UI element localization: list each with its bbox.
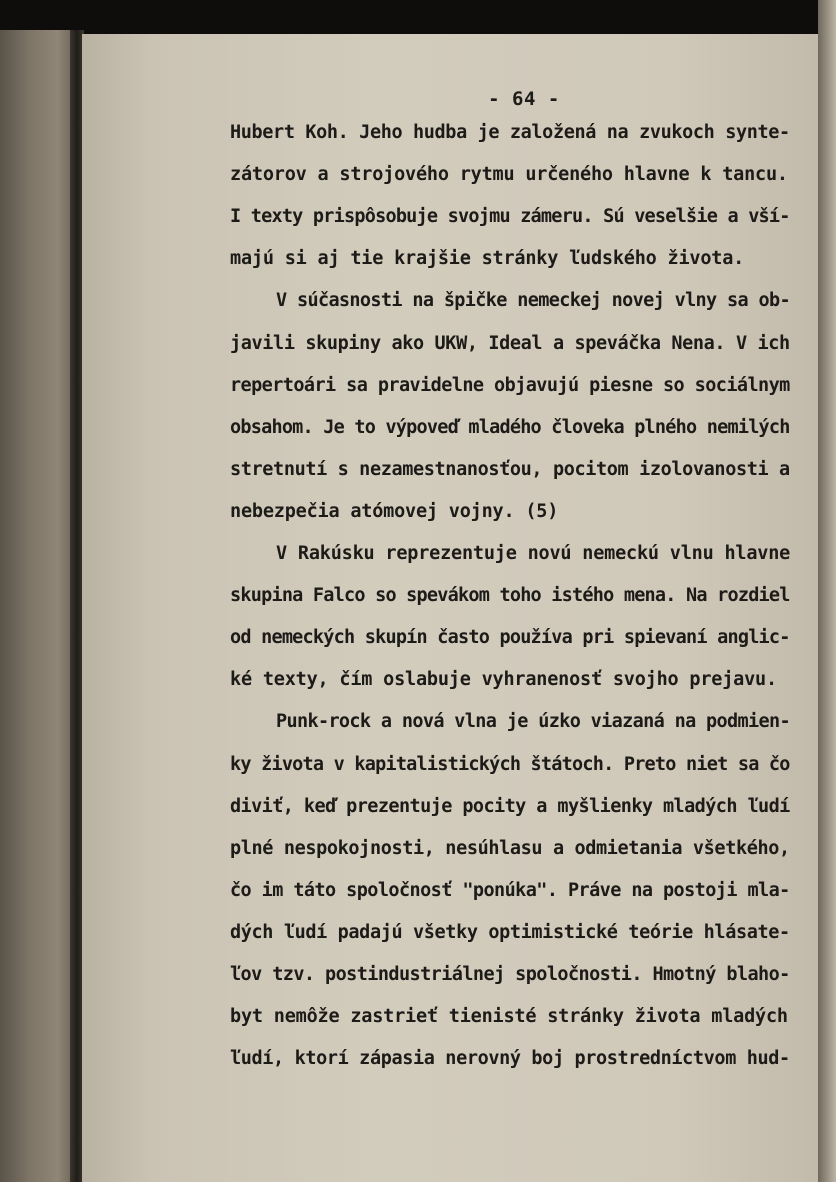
text-line: I texty prispôsobuje svojmu zámeru. Sú veselšie a vší- [230, 206, 790, 228]
scan-top-shadow [0, 0, 836, 36]
text-line: nebezpečia atómovej vojny. (5) [230, 500, 559, 522]
text-line: majú si aj tie krajšie stránky ľudského života. [230, 248, 745, 270]
text-line: zátorov a strojového rytmu určeného hlavne k tancu. [230, 164, 788, 186]
text-line: repertoári sa pravidelne objavujú piesne so sociálnym [230, 374, 790, 396]
text-line: Hubert Koh. Jeho hudba je založená na zvukoch synte- [230, 122, 790, 143]
text-line: stretnutí s nezamestnanosťou, pocitom izolovanosti a [230, 458, 790, 480]
text-line: V súčasnosti na špičke nemeckej novej vlny sa ob- [276, 290, 790, 312]
text-line: obsahom. Je to výpoveď mladého človeka plného nemilých [230, 416, 790, 438]
text-line: ľov tzv. postindustriálnej spoločnosti. Hmotný blaho- [230, 964, 790, 985]
text-line: V Rakúsku reprezentuje novú nemeckú vlnu hlavne [276, 543, 791, 564]
text-line: od nemeckých skupín často používa pri spievaní anglic- [230, 627, 790, 649]
text-line: skupina Falco so spevákom toho istého mena. Na rozdiel [230, 585, 790, 607]
page-right-edge [818, 0, 836, 1182]
page-number: - 64 - [488, 88, 560, 110]
text-line: ké texty, čím oslabuje vyhranenosť svojho prejavu. [230, 669, 777, 691]
text-line: diviť, keď prezentuje pocity a myšlienky mladých ľudí [230, 795, 790, 817]
text-line: plné nespokojnosti, nesúhlasu a odmietania všetkého, [230, 837, 790, 859]
text-line: Punk-rock a nová vlna je úzko viazaná na podmien- [276, 711, 790, 733]
text-line: javili skupiny ako UKW, Ideal a speváčka Nena. V ich [230, 332, 790, 354]
text-line: ky života v kapitalistických štátoch. Preto niet sa čo [230, 753, 790, 775]
text-line: ľudí, ktorí zápasia nerovný boj prostredníctvom hud- [230, 1048, 790, 1070]
text-line: dých ľudí padajú všetky optimistické teórie hlásate- [230, 921, 790, 943]
text-line: byt nemôže zastrieť tienisté stránky života mladých [230, 1006, 788, 1028]
text-line: čo im táto spoločnosť "ponúka". Práve na postoji mla- [230, 879, 790, 901]
